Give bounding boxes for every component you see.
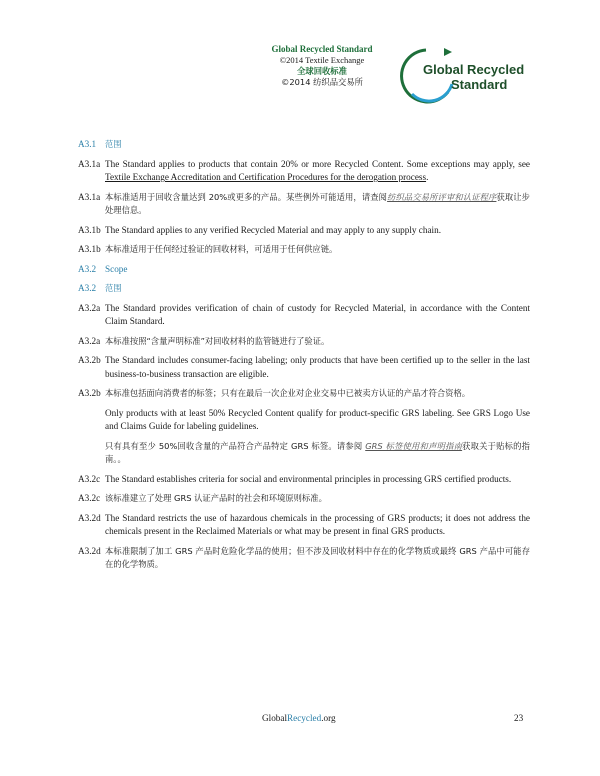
footer-site-part: Recycled (287, 713, 322, 723)
text-span: The Standard applies to products that contain 20% or more Recycled Content. Some exceptions may apply, see (105, 158, 530, 169)
clause (78, 387, 530, 401)
page-number: 23 (514, 713, 524, 723)
clause-number: A3.1b (78, 244, 101, 254)
clause-text (105, 158, 530, 185)
clause-number: A3.1 (78, 139, 97, 149)
text-span: 本标准适用于回收含量达到 20%或更多的产品。某些例外可能适用，请查阅 (105, 191, 388, 202)
logo-text-line2: Standard (451, 77, 508, 92)
clause (78, 354, 530, 381)
text-span: . (426, 172, 429, 182)
logo-text-line1: Global Recycled (423, 62, 525, 77)
header-text (252, 44, 392, 88)
header-title-en: Global Recycled Standard (271, 44, 373, 54)
clause-text: 范围 (105, 139, 122, 149)
section-heading (78, 282, 530, 296)
clause-number: A3.2b (78, 355, 101, 365)
reference-link[interactable]: GRS 标签使用和声明指南 (365, 440, 463, 451)
clause (78, 335, 530, 349)
clause (78, 492, 530, 506)
section-heading (78, 138, 530, 152)
document-body (78, 138, 530, 578)
clause (78, 158, 530, 185)
clause-number: A3.1b (78, 224, 101, 235)
clause-number: A3.2 (78, 263, 97, 274)
reference-link[interactable]: 纺织品交易所评审和认证程序 (387, 191, 497, 202)
clause-text: 本标准限制了加工 GRS 产品时危险化学品的使用；但不涉及回收材料中存在的化学物质或最终 GRS 产品中可能存在的化学物质。 (105, 545, 530, 569)
header-copyright-en: ©2014 Textile Exchange (279, 55, 365, 65)
clause-number: A3.1a (78, 191, 101, 202)
clause-number: A3.2d (78, 512, 101, 523)
reference-link[interactable]: Textile Exchange Accreditation and Certification Procedures for the derogation process (105, 172, 427, 182)
clause-text: 该标准建立了处理 GRS 认证产品时的社会和环境原则标准。 (105, 493, 327, 503)
clause (78, 545, 530, 572)
clause-text: 本标准适用于任何经过验证的回收材料，可适用于任何供应链。 (105, 244, 338, 254)
clause-number: A3.2a (78, 302, 101, 313)
clause-text: 本标准按照“含量声明标准”对回收材料的监管链进行了验证。 (105, 335, 330, 346)
clause (78, 302, 530, 329)
footer-site-part: .org (321, 713, 336, 723)
clause-number: A3.2c (78, 473, 101, 484)
header-copyright-cn: ©2014 纺织品交易所 (281, 77, 363, 87)
clause-text (105, 191, 530, 218)
clause-number: A3.1a (78, 158, 101, 169)
clause (78, 224, 530, 238)
paragraph (105, 440, 530, 467)
clause (78, 473, 530, 487)
paragraph: Only products with at least 50% Recycled Content qualify for product-specific GRS labeling. See GRS Logo Use and Claims Guide for labeling guidelines. (105, 407, 530, 431)
header-title-cn: 全球回收标准 (297, 66, 347, 76)
clause-number: A3.2c (78, 493, 101, 503)
clause-text: The Standard applies to any verified Recycled Material and may apply to any supply chain. (105, 224, 442, 235)
text-span: 获取让步处理信息。 (105, 191, 530, 215)
page-header (0, 38, 600, 108)
clause (78, 512, 530, 539)
clause-number: A3.2d (78, 545, 101, 556)
clause-text: 本标准包括面向消费者的标签；只有在最后一次企业对企业交易中已被卖方认证的产品才符合资格。 (105, 388, 471, 398)
clause (78, 243, 530, 257)
grs-logo (396, 44, 526, 104)
clause-text: The Standard restricts the use of hazardous chemicals in the processing of GRS products; it does not address the chemicals present in the Reclaimed Materials or what may be present in final GRS products. (105, 512, 530, 536)
text-span: 获取关于贴标的指南。。 (105, 440, 530, 464)
clause-text: Scope (105, 263, 128, 274)
clause-number: A3.2a (78, 335, 101, 346)
clause (78, 191, 530, 218)
section-heading (78, 263, 530, 277)
footer-site-part: Global (262, 713, 288, 723)
clause-number: A3.2 (78, 283, 97, 293)
text-span: 只有具有至少 50%回收含量的产品符合产品特定 GRS 标签。请参阅 (105, 440, 366, 451)
clause-text: The Standard establishes criteria for social and environmental principles in processing GRS certified products. (105, 473, 512, 484)
clause-number: A3.2b (78, 388, 101, 398)
clause-text: 范围 (105, 283, 122, 293)
clause-text: The Standard includes consumer-facing labeling; only products that have been certified up to the seller in the last business-to-business transaction are eligible. (105, 355, 530, 379)
clause-text: The Standard provides verification of chain of custody for Recycled Material, in accordance with the Content Claim Standard. (105, 302, 530, 326)
footer-site (262, 713, 336, 723)
